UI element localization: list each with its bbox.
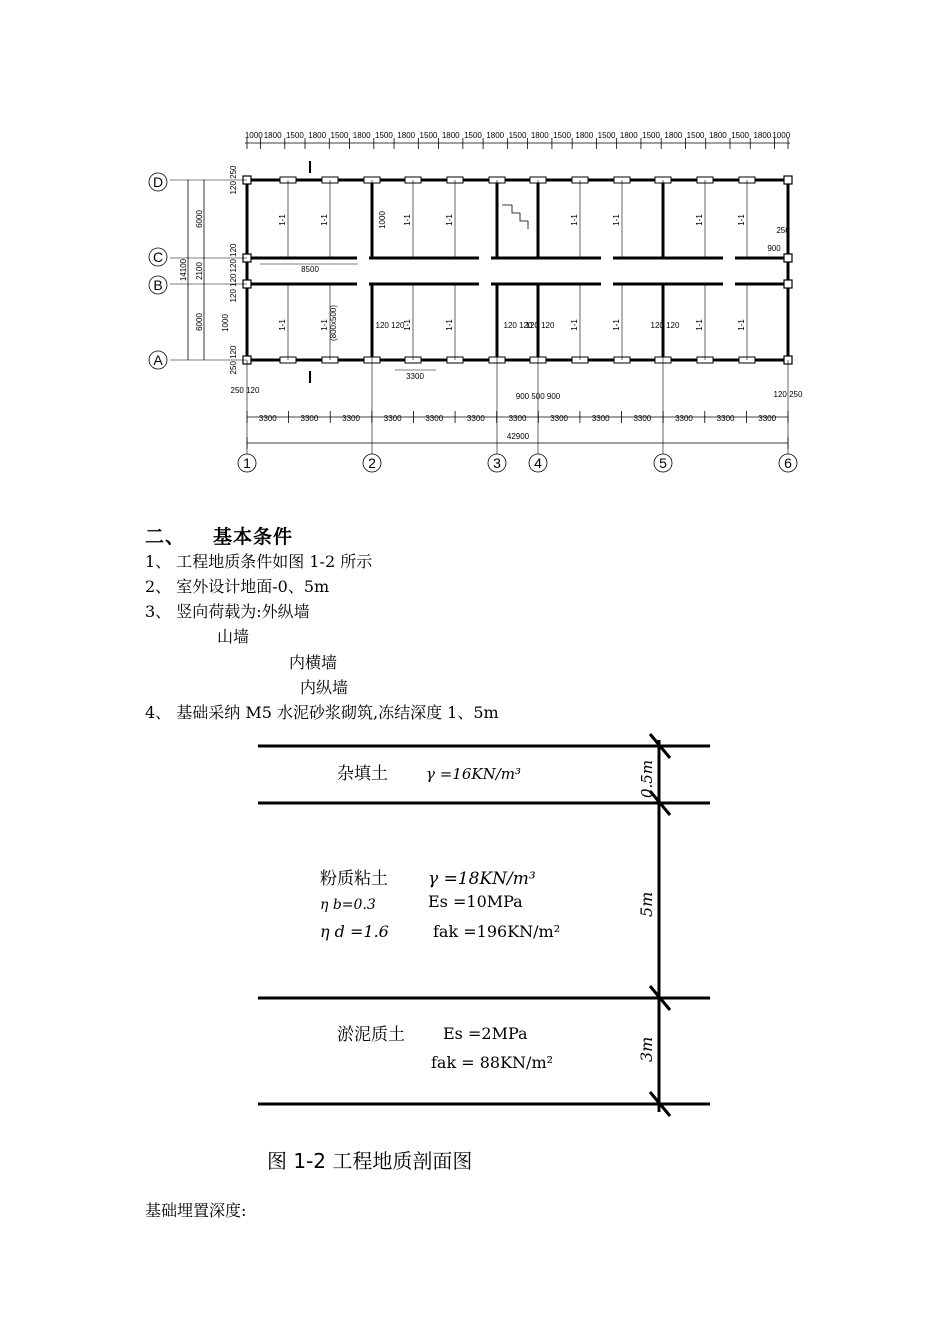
row-axis-label: D bbox=[152, 174, 164, 190]
total-length-label: 42900 bbox=[506, 432, 530, 441]
section-mark: 1-1 bbox=[612, 319, 621, 331]
wall-note: 1000 bbox=[221, 314, 230, 332]
condition-2: 2、 室外设计地面-0、5m bbox=[145, 577, 330, 596]
col-axis-label: 1 bbox=[243, 455, 251, 471]
condition-3: 3、 竖向荷载为:外纵墙 bbox=[145, 602, 310, 621]
section-mark: 1-1 bbox=[320, 214, 329, 226]
wall-note: 120 120 bbox=[650, 321, 680, 330]
layer-2-thickness: 5m bbox=[637, 891, 656, 917]
section-mark: 1-1 bbox=[278, 319, 287, 331]
bay-dim-label: 3300 bbox=[716, 414, 735, 423]
left-small-dim: 120 250 bbox=[229, 165, 238, 195]
wall-note: 120 120 bbox=[375, 321, 405, 330]
bay-dim-label: 3300 bbox=[342, 414, 360, 423]
column bbox=[784, 254, 792, 262]
top-dim-label: 1800 bbox=[530, 131, 549, 140]
row-axis-label: C bbox=[152, 249, 164, 265]
layer-2-gamma: γ =18KN/m³ bbox=[428, 869, 536, 889]
bay-dim-label: 3300 bbox=[425, 414, 444, 423]
layer-3-es: Es =2MPa bbox=[443, 1024, 528, 1043]
section-mark: 1-1 bbox=[278, 214, 287, 226]
section-mark: 1-1 bbox=[612, 214, 621, 226]
wall-note: 900 bbox=[767, 244, 781, 253]
top-dim-label: 1800 bbox=[441, 131, 460, 140]
section-title: 基本条件 bbox=[213, 526, 294, 548]
bay-dim-label: 3300 bbox=[300, 414, 319, 423]
layer-3-fak: fak = 88KN/m² bbox=[431, 1053, 554, 1072]
col-axis-label: 5 bbox=[659, 455, 667, 471]
section-heading bbox=[145, 522, 293, 549]
bay-dim-label: 3300 bbox=[633, 414, 652, 423]
layer-2-eta-b: η b=0.3 bbox=[320, 897, 376, 913]
top-dim-label: 1500 bbox=[419, 131, 438, 140]
layer-1-thickness: 0.5m bbox=[638, 759, 656, 798]
floor-plan-drawing bbox=[140, 125, 810, 475]
figure-caption: 图 1-2 工程地质剖面图 bbox=[267, 1149, 473, 1173]
bay-dim-label: 3300 bbox=[508, 414, 527, 423]
wall-note: 8500 bbox=[301, 265, 319, 274]
top-dim-label: 1800 bbox=[486, 131, 505, 140]
top-dim-label: 1500 bbox=[553, 131, 571, 140]
section-mark: 1-1 bbox=[695, 319, 704, 331]
top-dim-label: 1800 bbox=[263, 131, 282, 140]
top-dim-label: 1500 bbox=[375, 131, 393, 140]
condition-3-inner-transverse: 内横墙 bbox=[289, 653, 338, 672]
layer-1-gamma: γ =16KN/m³ bbox=[426, 765, 522, 783]
wall-note: 120 120 bbox=[503, 321, 533, 330]
row-axis-label: A bbox=[153, 352, 163, 368]
top-dim-label: 1500 bbox=[330, 131, 349, 140]
wall-note: (800x500) bbox=[329, 304, 338, 342]
left-dim-label: 6000 bbox=[195, 313, 204, 331]
left-dim-label: 6000 bbox=[195, 210, 204, 228]
section-mark: 1-1 bbox=[570, 214, 579, 226]
bay-dim-label: 3300 bbox=[675, 414, 693, 423]
col-axis-label: 3 bbox=[493, 455, 501, 471]
top-dim-label: 1800 bbox=[308, 131, 327, 140]
top-dim-label: 1500 bbox=[642, 131, 660, 140]
top-dim-label: 1500 bbox=[686, 131, 705, 140]
section-mark: 1-1 bbox=[320, 319, 329, 331]
layer-3-thickness: 3m bbox=[637, 1036, 656, 1062]
left-small-dim: 120 120 bbox=[229, 243, 238, 273]
section-mark: 1-1 bbox=[445, 319, 454, 331]
top-dim-label: 1500 bbox=[597, 131, 616, 140]
section-mark: 1-1 bbox=[570, 319, 579, 331]
top-dim-label: 1800 bbox=[753, 131, 772, 140]
layer-2-eta-d: η d =1.6 bbox=[320, 922, 389, 941]
profile-svg bbox=[250, 732, 720, 1182]
wall-note: 120 120 bbox=[525, 321, 555, 330]
layer-2-fak: fak =196KN/m² bbox=[433, 922, 561, 941]
section-mark: 1-1 bbox=[403, 214, 412, 226]
top-dim-label: 1800 bbox=[352, 131, 371, 140]
section-mark: 1-1 bbox=[695, 214, 704, 226]
layer-2-name: 粉质粘土 bbox=[320, 869, 388, 889]
layer-2-es: Es =10MPa bbox=[428, 892, 523, 911]
section-mark: 1-1 bbox=[403, 319, 412, 331]
top-dim-label: 1500 bbox=[464, 131, 482, 140]
wall-note: 3300 bbox=[406, 372, 424, 381]
section-mark: 1-1 bbox=[737, 319, 746, 331]
top-dim-label: 1500 bbox=[285, 131, 304, 140]
row-axis-label: B bbox=[153, 277, 163, 293]
bay-dim-label: 3300 bbox=[758, 414, 777, 423]
section-number: 二、 bbox=[145, 526, 186, 548]
bay-dim-label: 3300 bbox=[383, 414, 402, 423]
bay-dim-label: 3300 bbox=[258, 414, 277, 423]
bay-dim-label: 3300 bbox=[550, 414, 569, 423]
geological-profile-figure bbox=[250, 732, 720, 1182]
wall-note: 1000 bbox=[378, 211, 387, 229]
left-small-dim: 250 120 bbox=[229, 345, 238, 375]
top-dim-label: 1800 bbox=[397, 131, 416, 140]
bay-dim-label: 3300 bbox=[466, 414, 485, 423]
layer-3-name: 淤泥质土 bbox=[337, 1025, 405, 1045]
layer-1-name: 杂填土 bbox=[337, 764, 388, 784]
footer-text: 基础埋置深度: bbox=[145, 1201, 247, 1220]
column bbox=[784, 280, 792, 288]
wall-note: 250 bbox=[776, 226, 790, 235]
top-dim-label: 1800 bbox=[575, 131, 594, 140]
wall-note: 120 250 bbox=[773, 390, 803, 399]
top-dim-label: 1800 bbox=[664, 131, 683, 140]
column bbox=[784, 176, 792, 184]
left-dim-label: 2100 bbox=[195, 262, 204, 280]
condition-4: 4、 基础采纳 M5 水泥砂浆砌筑,冻结深度 1、5m bbox=[145, 703, 499, 722]
col-axis-label: 6 bbox=[784, 455, 792, 471]
bay-dim-label: 3300 bbox=[591, 414, 610, 423]
condition-3-inner-longitudinal: 内纵墙 bbox=[300, 678, 349, 697]
section-mark: 1-1 bbox=[737, 214, 746, 226]
top-dim-label: 1500 bbox=[731, 131, 750, 140]
col-axis-label: 4 bbox=[534, 455, 542, 471]
total-height-label: 14100 bbox=[179, 258, 188, 282]
top-dim-label: 1000 bbox=[244, 131, 263, 140]
wall-note: 250 120 bbox=[230, 386, 260, 395]
top-dim-label: 1000 bbox=[772, 131, 791, 140]
section-mark: 1-1 bbox=[445, 214, 454, 226]
top-dim-label: 1800 bbox=[708, 131, 727, 140]
top-dim-label: 1500 bbox=[508, 131, 527, 140]
left-small-dim: 120 120 bbox=[229, 273, 238, 303]
floor-plan-svg bbox=[140, 125, 810, 475]
condition-1: 1、 工程地质条件如图 1-2 所示 bbox=[145, 552, 373, 571]
condition-3-gable-wall: 山墙 bbox=[217, 627, 250, 646]
top-dim-label: 1800 bbox=[619, 131, 638, 140]
wall-note: 900 500 900 bbox=[515, 392, 561, 401]
col-axis-label: 2 bbox=[368, 455, 376, 471]
